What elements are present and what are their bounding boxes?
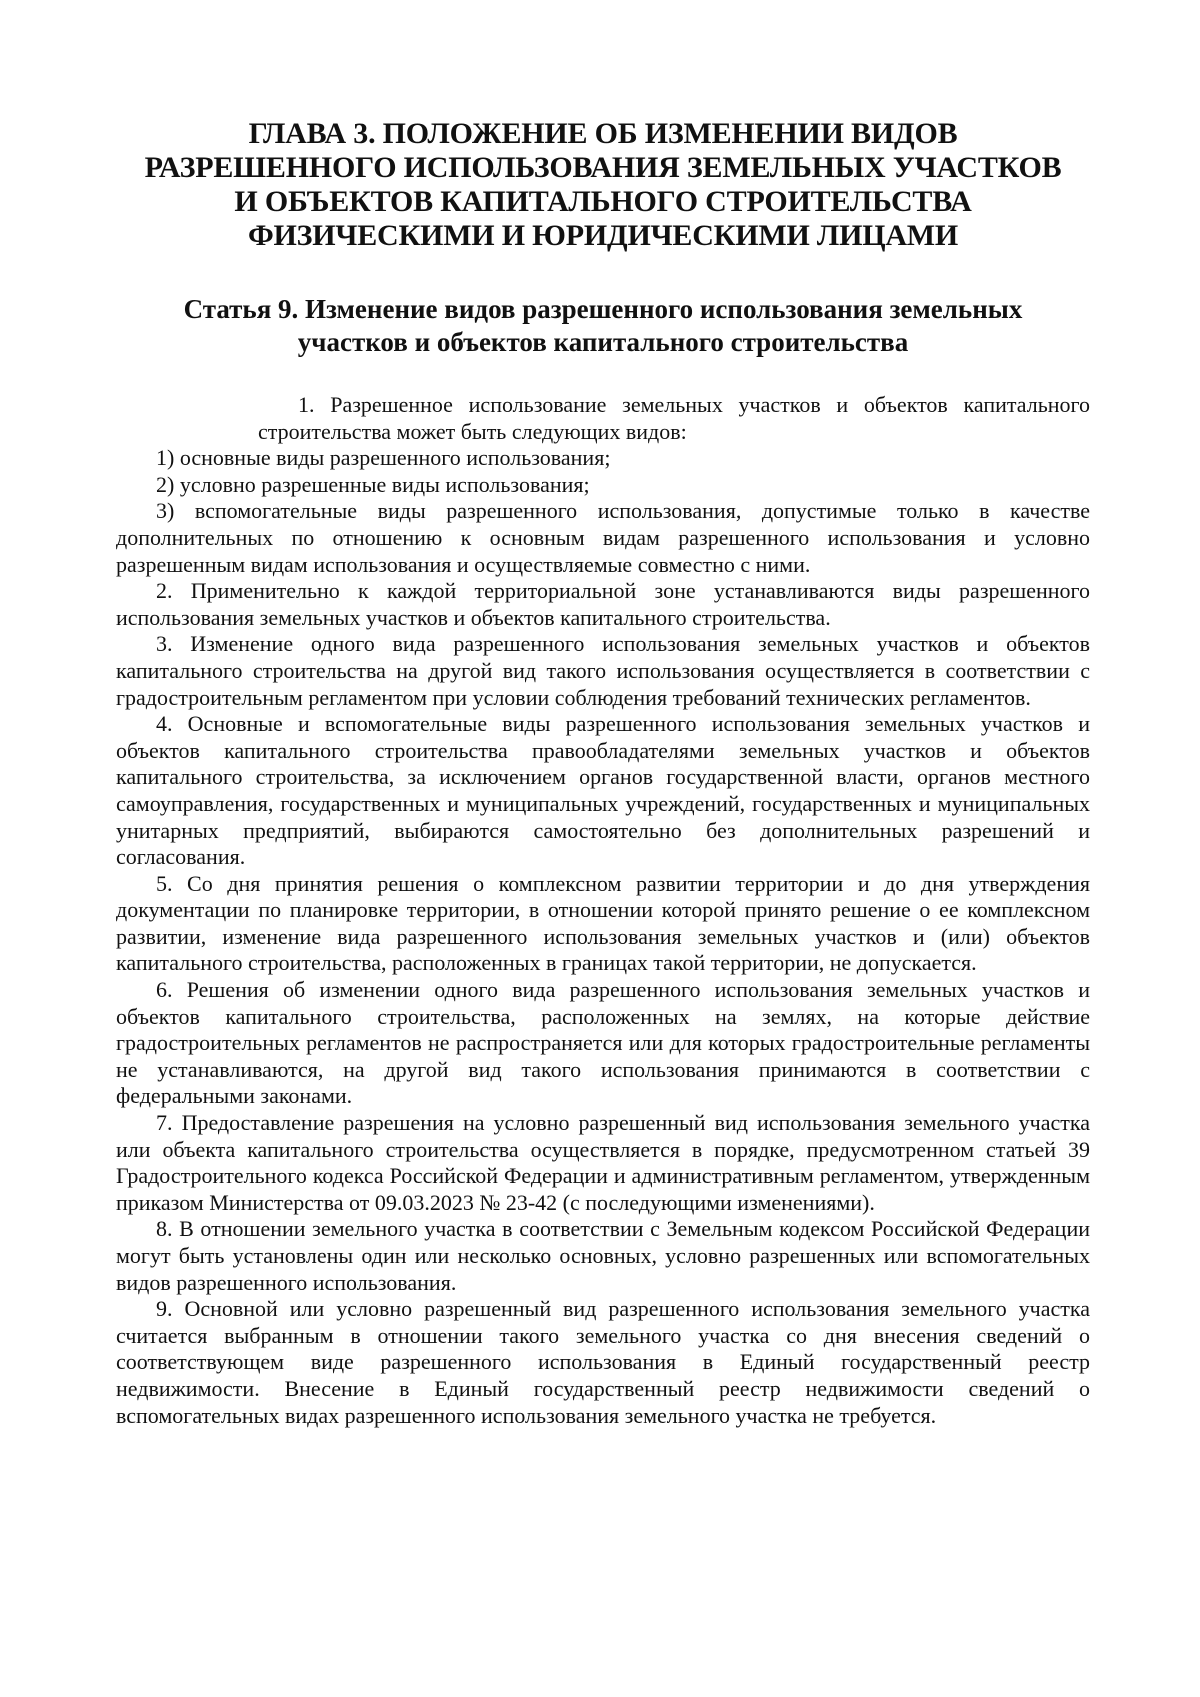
article-body [116,392,1090,1429]
article-title: Статья 9. Изменение видов разрешенного использования земельных участков и объектов капитального строительства [183,294,1023,357]
paragraph-2: 2. Применительно к каждой территориальной зоне устанавливаются виды разрешенного использования земельных участков и объектов капитального строительства. [116,578,1090,630]
paragraph-1: 1. Разрешенное использование земельных участков и объектов капитального строительства может быть следующих видов: [258,392,1090,444]
paragraph-6: 6. Решения об изменении одного вида разрешенного использования земельных участков и объектов капитального строительства, расположенных на землях, на которые действие градостроительных регламентов не распространяется или для которых градостроительные регламенты не устанавливаются, на другой вид такого использования принимаются в соответствии с федеральными законами. [116,977,1090,1109]
chapter-title: ГЛАВА 3. ПОЛОЖЕНИЕ ОБ ИЗМЕНЕНИИ ВИДОВ РАЗРЕШЕННОГО ИСПОЛЬЗОВАНИЯ ЗЕМЕЛЬНЫХ УЧАСТКОВ И ОБЪЕКТОВ КАПИТАЛЬНОГО СТРОИТЕЛЬСТВА ФИЗИЧЕСКИМИ И ЮРИДИЧЕСКИМИ ЛИЦАМИ [144,117,1062,252]
list-item-2: 2) условно разрешенные виды использования; [156,471,590,497]
list-item-1: 1) основные виды разрешенного использования; [156,445,611,471]
paragraph-4: 4. Основные и вспомогательные виды разрешенного использования земельных участков и объектов капитального строительства правообладателями земельных участков и объектов капитального строительства, за исключением органов государственной власти, органов местного самоуправления, государственных и муниципальных учреждений, государственных и муниципальных унитарных предприятий, выбираются самостоятельно без дополнительных разрешений и согласования. [116,711,1090,870]
list-item-3: 3) вспомогательные виды разрешенного использования, допустимые только в качестве дополнительных по отношению к основным видам разрешенного использования и условно разрешенным видам использования и осуществляемые совместно с ними. [116,498,1090,577]
paragraph-8: 8. В отношении земельного участка в соответствии с Земельным кодексом Российской Федерации могут быть установлены один или несколько основных, условно разрешенных или вспомогательных видов разрешенного использования. [116,1216,1090,1295]
paragraph-3: 3. Изменение одного вида разрешенного использования земельных участков и объектов капитального строительства на другой вид такого использования осуществляется в соответствии с градостроительным регламентом при условии соблюдения требований технических регламентов. [116,631,1090,710]
paragraph-5: 5. Со дня принятия решения о комплексном развитии территории и до дня утверждения документации по планировке территории, в отношении которой принято решение о ее комплексном развитии, изменение вида разрешенного использования земельных участков и (или) объектов капитального строительства, расположенных в границах такой территории, не допускается. [116,870,1090,976]
paragraph-7: 7. Предоставление разрешения на условно разрешенный вид использования земельного участка или объекта капитального строительства осуществляется в порядке, предусмотренном статьей 39 Градостроительного кодекса Российской Федерации и административным регламентом, утвержденным приказом Министерства от 09.03.2023 № 23-42 (с последующими изменениями). [116,1110,1090,1215]
paragraph-9: 9. Основной или условно разрешенный вид разрешенного использования земельного участка считается выбранным в отношении такого земельного участка со дня внесения сведений о соответствующем виде разрешенного использования в Единый государственный реестр недвижимости. Внесение в Единый государственный реестр недвижимости сведений о вспомогательных видах разрешенного использования земельного участка не требуется. [116,1296,1090,1428]
